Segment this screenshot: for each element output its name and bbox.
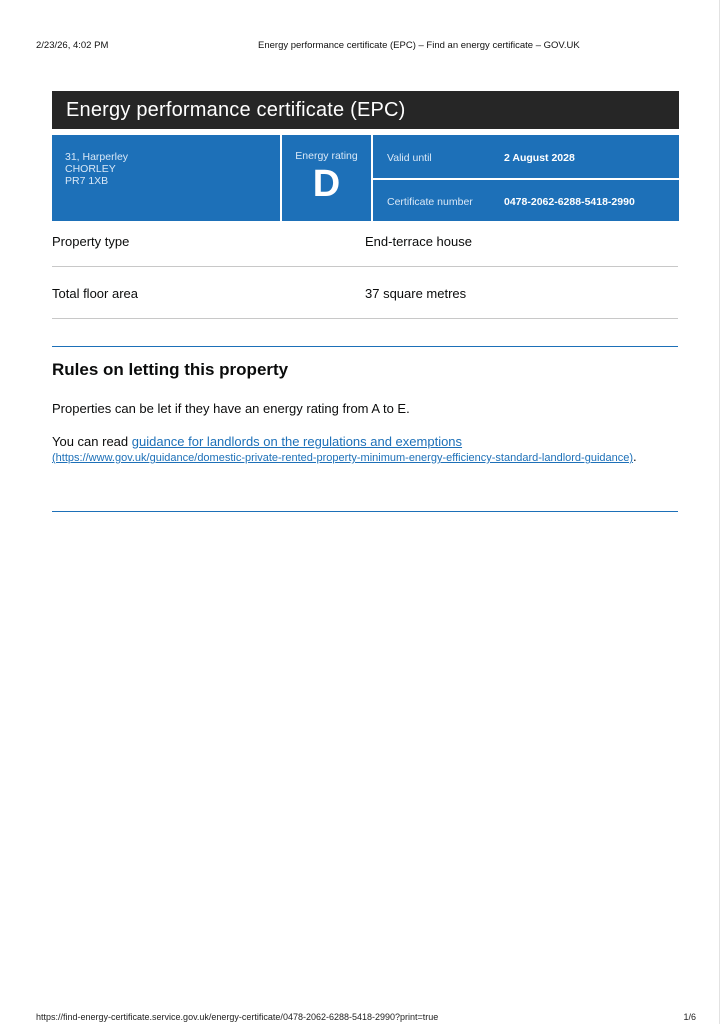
page-edge	[719, 0, 720, 1024]
floor-area-value: 37 square metres	[365, 286, 467, 301]
floor-area-row	[52, 286, 678, 306]
certificate-number-value: 0478-2062-6288-5418-2990	[504, 196, 635, 208]
print-footer-url: https://find-energy-certificate.service.gov.uk/energy-certificate/0478-2062-6288-5418-2990?print=true	[36, 1012, 439, 1022]
guidance-prefix: You can read	[52, 434, 132, 449]
valid-until-value: 2 August 2028	[504, 152, 575, 164]
valid-until-label: Valid until	[387, 152, 432, 164]
guidance-suffix: .	[633, 449, 637, 464]
address-line: CHORLEY	[65, 163, 116, 175]
property-type-row	[52, 234, 678, 254]
guidance-link[interactable]: guidance for landlords on the regulations and exemptions	[131, 434, 463, 449]
section-divider	[52, 346, 678, 347]
letting-rating-rule: Properties can be let if they have an energy rating from A to E.	[52, 401, 410, 416]
divider	[52, 266, 678, 267]
energy-rating-label: Energy rating	[295, 150, 358, 162]
property-address	[52, 135, 280, 221]
guidance-paragraph	[52, 434, 652, 466]
certificate-number-label: Certificate number	[387, 196, 473, 208]
section-divider	[52, 511, 678, 512]
energy-rating-letter: D	[312, 163, 341, 205]
divider	[52, 318, 678, 319]
print-datetime: 2/23/26, 4:02 PM	[36, 40, 109, 51]
guidance-url[interactable]: (https://www.gov.uk/guidance/domestic-private-rented-property-minimum-energy-efficiency-standard-landlord-guidance)	[52, 452, 634, 464]
address-line: 31, Harperley	[65, 151, 129, 163]
property-type-value: End-terrace house	[365, 234, 472, 249]
print-header	[36, 40, 688, 54]
property-type-label: Property type	[52, 234, 130, 249]
floor-area-label: Total floor area	[52, 286, 138, 301]
energy-rating-box	[282, 135, 371, 221]
epc-summary-panel	[52, 135, 679, 221]
print-page-number: 1/6	[683, 1012, 696, 1022]
valid-until-box	[373, 135, 679, 178]
certificate-number-box	[373, 180, 679, 221]
letting-rules-heading: Rules on letting this property	[52, 360, 289, 379]
address-line: PR7 1XB	[65, 175, 109, 187]
print-page-title: Energy performance certificate (EPC) – Find an energy certificate – GOV.UK	[258, 40, 580, 51]
epc-title: Energy performance certificate (EPC)	[66, 99, 406, 121]
epc-title-banner	[52, 91, 679, 129]
